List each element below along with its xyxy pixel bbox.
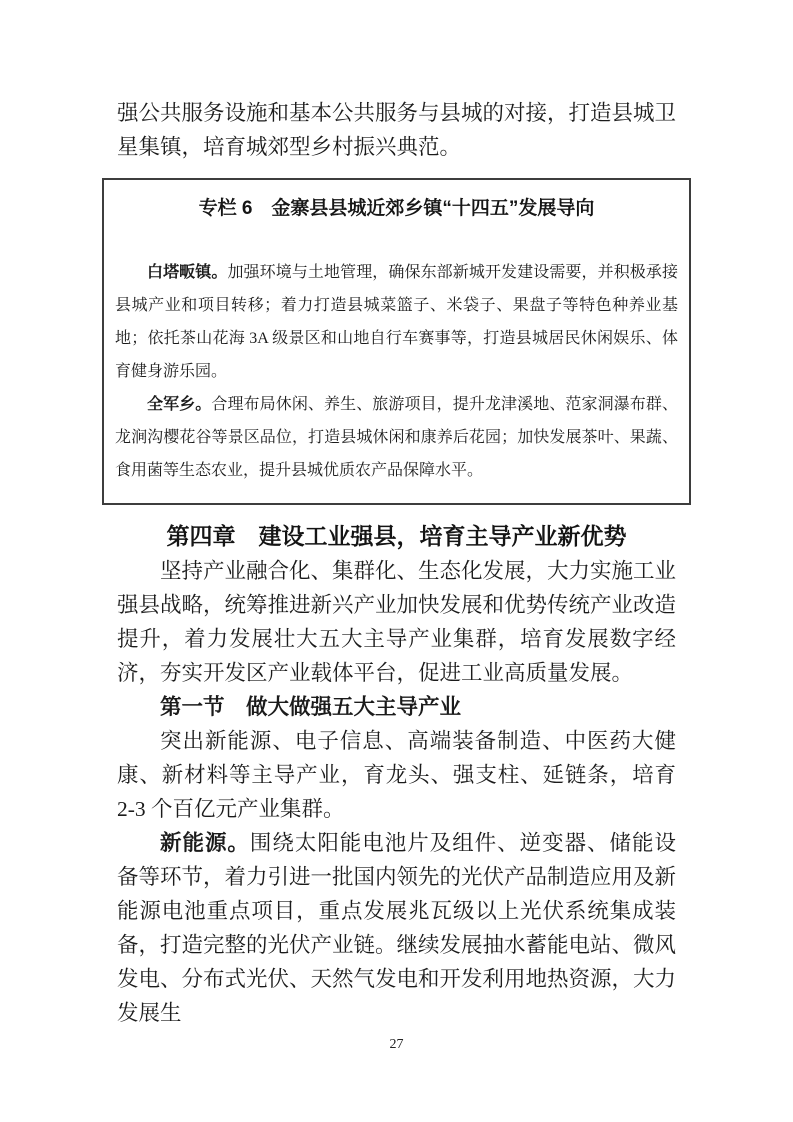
new-energy-text: 围绕太阳能电池片及组件、逆变器、储能设备等环节，着力引进一批国内领先的光伏产品制造应用及新能源电池重点项目，重点发展兆瓦级以上光伏系统集成装备，打造完整的光伏产业链。继续发展抽水蓄能电站、微风发电、分布式光伏、天然气发电和开发利用地热资源，大力发展生 bbox=[117, 831, 677, 1025]
page-content bbox=[117, 0, 676, 1030]
section-intro-paragraph: 突出新能源、电子信息、高端装备制造、中医药大健康、新材料等主导产业，育龙头、强支柱、延链条，培育 2-3 个百亿元产业集群。 bbox=[117, 729, 676, 821]
panel-paragraph-lead: 白塔畈镇。 bbox=[147, 264, 228, 281]
panel-paragraph-text: 加强环境与土地管理，确保东部新城开发建设需要，并积极承接县城产业和项目转移；着力打造县城菜篮子、米袋子、果盘子等特色种养业基地；依托茶山花海 3A 级景区和山地自行车赛事等，打造县城居民休闲娱乐、体育健身游乐园。 bbox=[115, 264, 678, 380]
section-heading: 第一节 做大做强五大主导产业 bbox=[160, 695, 462, 719]
continuation-paragraph: 强公共服务设施和基本公共服务与县城的对接，打造县城卫星集镇，培育城郊型乡村振兴典范。 bbox=[117, 101, 677, 159]
page-number: 27 bbox=[389, 1037, 404, 1052]
chapter-heading: 第四章 建设工业强县，培育主导产业新优势 bbox=[166, 523, 627, 549]
panel-paragraph-baitafan bbox=[115, 256, 678, 388]
new-energy-paragraph bbox=[117, 826, 676, 1030]
feature-panel bbox=[102, 178, 691, 505]
panel-title: 专栏 6 金寨县县城近郊乡镇“十四五”发展导向 bbox=[198, 198, 595, 219]
panel-paragraph-lead: 全军乡。 bbox=[147, 396, 212, 413]
chapter-intro-paragraph: 坚持产业融合化、集群化、生态化发展，大力实施工业强县战略，统筹推进新兴产业加快发展和优势传统产业改造提升，着力发展壮大五大主导产业集群，培育发展数字经济，夯实开发区产业载体平台，促进工业高质量发展。 bbox=[117, 559, 677, 685]
new-energy-lead: 新能源。 bbox=[160, 831, 250, 855]
panel-paragraph-text: 合理布局休闲、养生、旅游项目，提升龙津溪地、范家洞瀑布群、龙涧沟樱花谷等景区品位，打造县城休闲和康养后花园；加快发展茶叶、果蔬、食用菌等生态农业，提升县城优质农产品保障水平。 bbox=[115, 396, 678, 479]
panel-paragraph-quanjun bbox=[115, 388, 678, 487]
